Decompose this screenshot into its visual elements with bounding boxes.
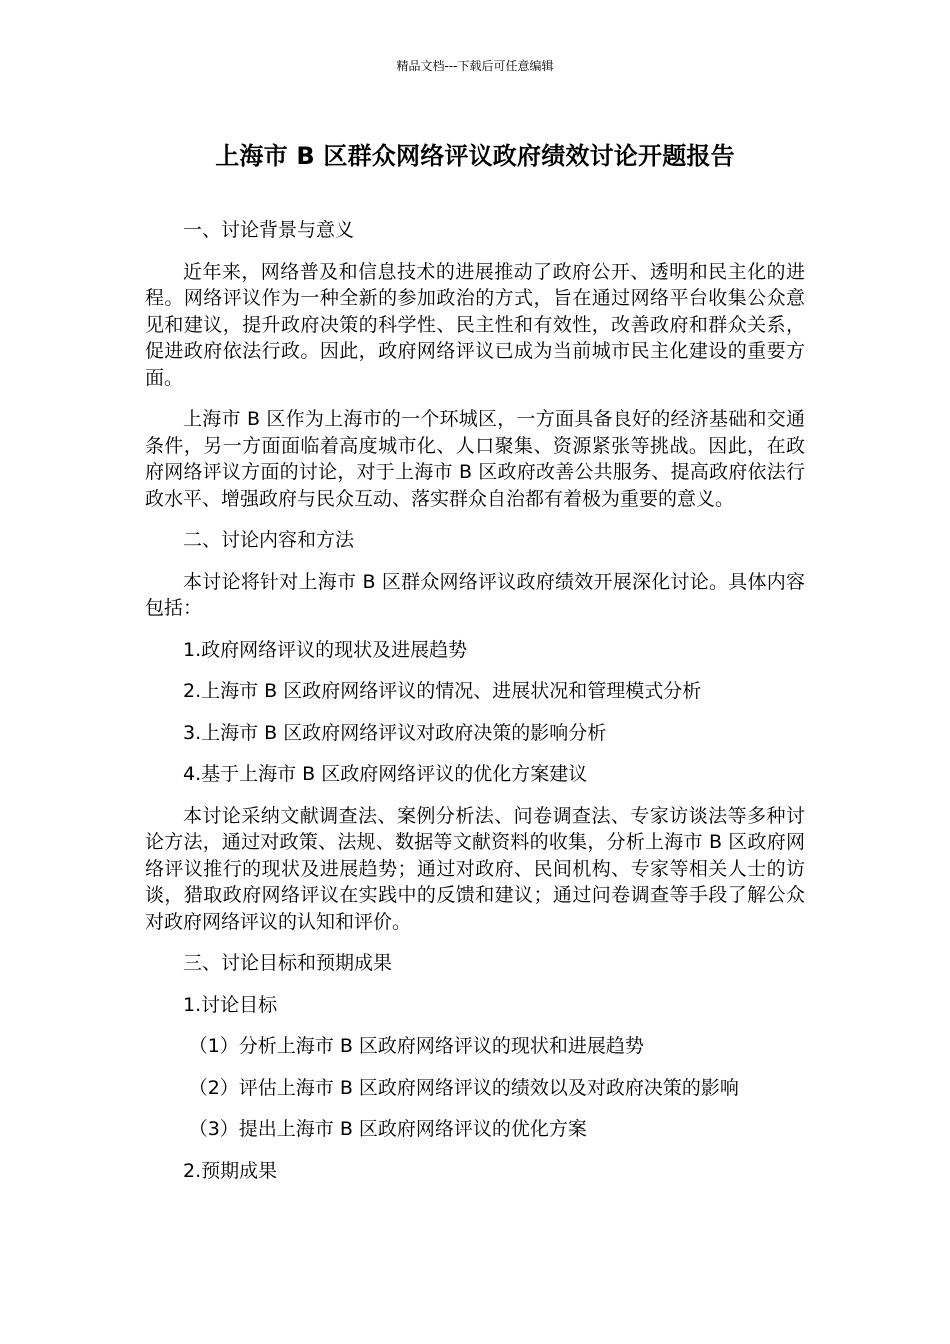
section-heading-content-methods: 二、讨论内容和方法 <box>183 529 355 551</box>
document-body <box>145 217 805 1199</box>
list-item: 3.上海市 B 区政府网络评议对政府决策的影响分析 <box>183 721 607 744</box>
subsection-heading-goals: 1.讨论目标 <box>183 993 278 1016</box>
paragraph: 上海市 B 区作为上海市的一个环城区，一方面具备良好的经济基础和交通条件，另一方面面临着高度城市化、人口聚集、资源紧张等挑战。因此，在政府网络评议方面的讨论，对于上海市 B 区政府改善公共服务、提高政府依法行政水平、增强政府与民众互动、落实群众自治都有着极为重要的意义。 <box>145 408 805 510</box>
section-heading-goals-outcomes: 三、讨论目标和预期成果 <box>183 952 393 974</box>
document-title: 上海市 B 区群众网络评议政府绩效讨论开题报告 <box>215 142 735 170</box>
paragraph: 本讨论采纳文献调查法、案例分析法、问卷调查法、专家访谈法等多种讨论方法，通过对政策、法规、数据等文献资料的收集，分析上海市 B 区政府网络评议推行的现状及进展趋势；通过对政府、民间机构、专家等相关人士的访谈，猎取政府网络评议在实践中的反馈和建议；通过问卷调查等手段了解公众对政府网络评议的认知和评价。 <box>145 804 805 933</box>
list-item: （2）评估上海市 B 区政府网络评议的绩效以及对政府决策的影响 <box>188 1076 739 1099</box>
page-header-watermark: 精品文档---下载后可任意编辑 <box>396 59 554 73</box>
list-item: 1.政府网络评议的现状及进展趋势 <box>183 638 468 661</box>
section-heading-background: 一、讨论背景与意义 <box>183 219 355 241</box>
paragraph: 近年来，网络普及和信息技术的进展推动了政府公开、透明和民主化的进程。网络评议作为一种全新的参加政治的方式，旨在通过网络平台收集公众意见和建议，提升政府决策的科学性、民主性和有效性，改善政府和群众关系，促进政府依法行政。因此，政府网络评议已成为当前城市民主化建设的重要方面。 <box>145 260 805 389</box>
subsection-heading-outcomes: 2.预期成果 <box>183 1159 278 1182</box>
list-item: （1）分析上海市 B 区政府网络评议的现状和进展趋势 <box>188 1035 644 1057</box>
list-item: 2.上海市 B 区政府网络评议的情况、进展状况和管理模式分析 <box>183 680 702 702</box>
list-item: 4.基于上海市 B 区政府网络评议的优化方案建议 <box>183 763 588 785</box>
paragraph: 本讨论将针对上海市 B 区群众网络评议政府绩效开展深化讨论。具体内容包括： <box>145 570 805 619</box>
list-item: （3）提出上海市 B 区政府网络评议的优化方案 <box>188 1118 587 1140</box>
